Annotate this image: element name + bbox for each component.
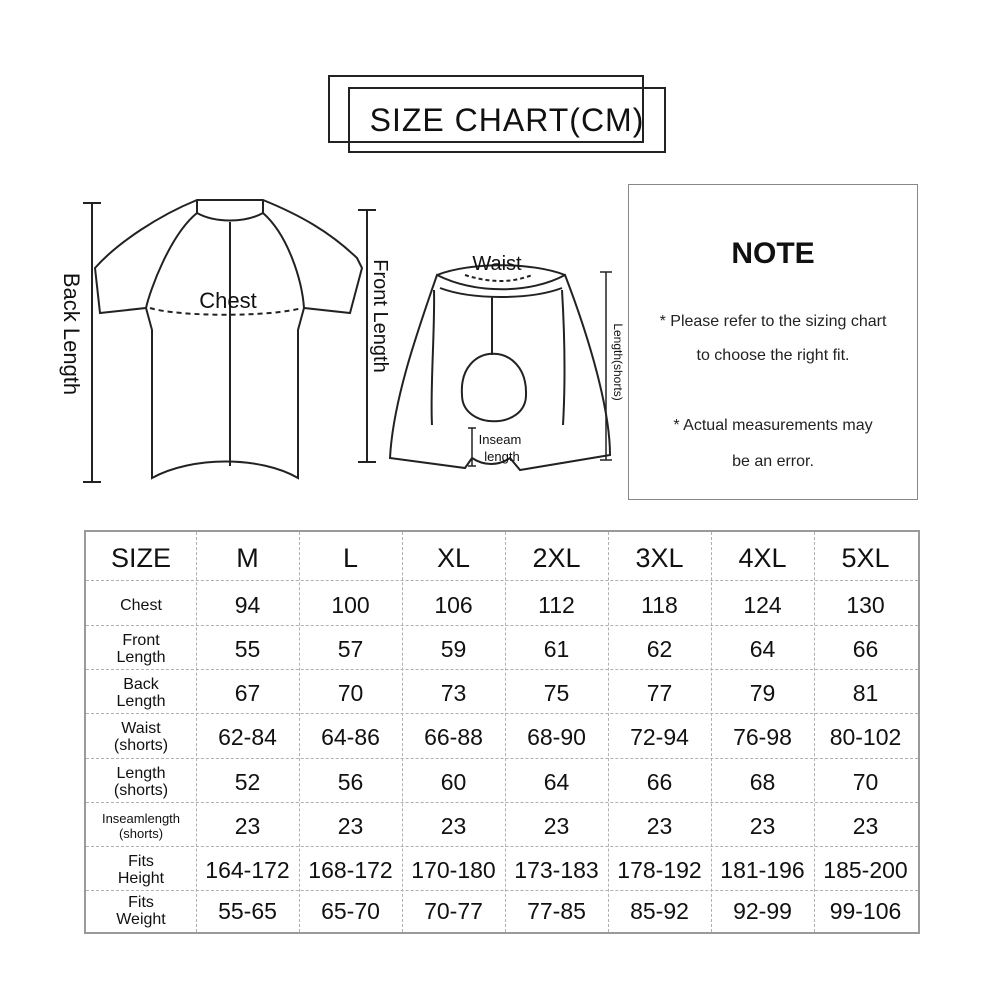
shorts-chamois	[462, 354, 526, 422]
chest-label: Chest	[199, 288, 257, 313]
table-cell: 66-88	[424, 723, 483, 750]
table-cell: 168-172	[308, 856, 393, 883]
row-label	[86, 583, 196, 627]
table-cell: 76-98	[733, 723, 792, 750]
header-size: 4XL	[738, 542, 787, 573]
row-label	[86, 848, 196, 892]
row-label-line1: Waist	[121, 720, 161, 737]
table-cell: 178-192	[617, 856, 702, 883]
table-row	[86, 715, 918, 759]
table-cell: 68	[749, 768, 776, 795]
note-line: to choose the right fit.	[696, 347, 850, 364]
waist-label: Waist	[472, 253, 522, 275]
inseam-label-line1: Inseam	[478, 432, 522, 447]
row-label-line1: Length	[116, 765, 166, 782]
table-cell: 99-106	[829, 897, 902, 924]
table-cell: 118	[641, 591, 678, 618]
table-cell: 62-84	[218, 723, 277, 750]
table-cell: 170-180	[411, 856, 496, 883]
row-label-line2: (shorts)	[118, 826, 164, 841]
row-label-line2: Height	[117, 870, 165, 887]
length-shorts-measure	[600, 272, 612, 460]
table-row	[86, 760, 918, 804]
table-cell: 61	[543, 635, 570, 662]
row-label-line1: Fits	[128, 894, 154, 911]
page-title: SIZE CHART(CM)	[369, 101, 645, 138]
table-cell: 124	[743, 591, 782, 618]
table-cell: 68-90	[527, 723, 586, 750]
jersey-illustration	[95, 200, 362, 478]
row-label-line1: Back	[123, 676, 159, 693]
table-cell: 77-85	[527, 897, 586, 924]
table-cell: 85-92	[630, 897, 689, 924]
table-cell: 23	[646, 812, 673, 839]
table-cell: 94	[234, 591, 261, 618]
table-cell: 23	[337, 812, 364, 839]
table-cell: 100	[331, 591, 370, 618]
back-length-label: Back Length	[59, 272, 84, 396]
table-cell: 56	[337, 768, 364, 795]
row-label-line2: (shorts)	[113, 737, 169, 754]
table-row	[86, 848, 918, 892]
table-cell: 185-200	[823, 856, 908, 883]
row-label	[86, 627, 196, 671]
table-cell: 64-86	[321, 723, 380, 750]
header-size: L	[342, 542, 359, 573]
table-cell: 77	[646, 679, 673, 706]
row-label	[86, 715, 196, 759]
table-cell: 75	[543, 679, 570, 706]
jersey-sleeve-seam-left	[146, 213, 197, 308]
table-cell: 23	[749, 812, 776, 839]
table-cell: 66	[852, 635, 879, 662]
jersey-collar	[197, 200, 263, 221]
row-label	[86, 804, 196, 848]
shorts-leg-seam-right	[562, 290, 564, 425]
row-label	[86, 890, 196, 932]
table-cell: 52	[234, 768, 261, 795]
table-cell: 81	[852, 679, 879, 706]
table-cell: 57	[337, 635, 364, 662]
table-cell: 23	[234, 812, 261, 839]
table-cell: 181-196	[720, 856, 805, 883]
table-cell: 67	[234, 679, 261, 706]
row-label-line1: Chest	[120, 596, 162, 614]
row-label-line1: Fits	[128, 853, 154, 870]
table-cell: 59	[440, 635, 467, 662]
table-cell: 60	[440, 768, 467, 795]
table-cell: 64	[543, 768, 570, 795]
table-cell: 73	[440, 679, 467, 706]
header-size: 3XL	[635, 542, 684, 573]
table-cell: 72-94	[630, 723, 689, 750]
table-row	[86, 583, 918, 627]
shorts-waist-line	[465, 275, 532, 281]
table-cell: 130	[846, 591, 885, 618]
row-label	[86, 760, 196, 804]
note-box	[628, 184, 918, 500]
table-row	[86, 671, 918, 715]
header-size: 2XL	[532, 542, 581, 573]
note-title: NOTE	[731, 237, 815, 270]
row-label-line2: Weight	[116, 911, 166, 928]
table-cell: 70	[852, 768, 879, 795]
table-header-row	[86, 536, 918, 580]
table-cell: 70	[337, 679, 364, 706]
table-cell: 112	[538, 591, 575, 618]
row-label-line1: Front	[122, 632, 160, 649]
table-cell: 80-102	[829, 723, 902, 750]
length-shorts-label: Length(shorts)	[611, 323, 625, 401]
note-line: * Actual measurements may	[673, 417, 873, 434]
shorts-leg-seam-left	[432, 290, 435, 425]
table-cell: 173-183	[514, 856, 599, 883]
row-label-line2: Length	[116, 693, 166, 710]
size-table	[84, 530, 920, 934]
inseam-label-line2: length	[484, 449, 520, 464]
jersey-outline	[95, 200, 362, 478]
header-size: 5XL	[841, 542, 890, 573]
row-label-line2: (shorts)	[113, 782, 169, 799]
table-cell: 92-99	[733, 897, 792, 924]
table-cell: 23	[543, 812, 570, 839]
table-cell: 23	[440, 812, 467, 839]
table-cell: 55-65	[218, 897, 277, 924]
header-size: XL	[436, 542, 471, 573]
table-cell: 106	[434, 591, 473, 618]
table-cell: 23	[852, 812, 879, 839]
table-row	[86, 627, 918, 671]
table-cell: 55	[234, 635, 261, 662]
table-row	[86, 804, 918, 848]
table-cell: 66	[646, 768, 673, 795]
table-cell: 65-70	[321, 897, 380, 924]
table-cell: 62	[646, 635, 673, 662]
front-length-label: Front Length	[369, 259, 391, 373]
header-size-label: SIZE	[110, 542, 171, 573]
table-cell: 164-172	[205, 856, 290, 883]
jersey-sleeve-seam-right	[263, 213, 304, 308]
table-cell: 70-77	[424, 897, 483, 924]
note-line: be an error.	[732, 453, 814, 470]
table-row	[86, 890, 918, 932]
note-line: * Please refer to the sizing chart	[659, 313, 887, 330]
table-cell: 79	[749, 679, 776, 706]
row-label-line2: Length	[116, 649, 166, 666]
table-cell: 64	[749, 635, 776, 662]
row-label-line1: Inseamlength	[101, 811, 181, 826]
header-size: M	[236, 542, 259, 573]
row-label	[86, 671, 196, 715]
back-length-measure	[83, 203, 101, 482]
